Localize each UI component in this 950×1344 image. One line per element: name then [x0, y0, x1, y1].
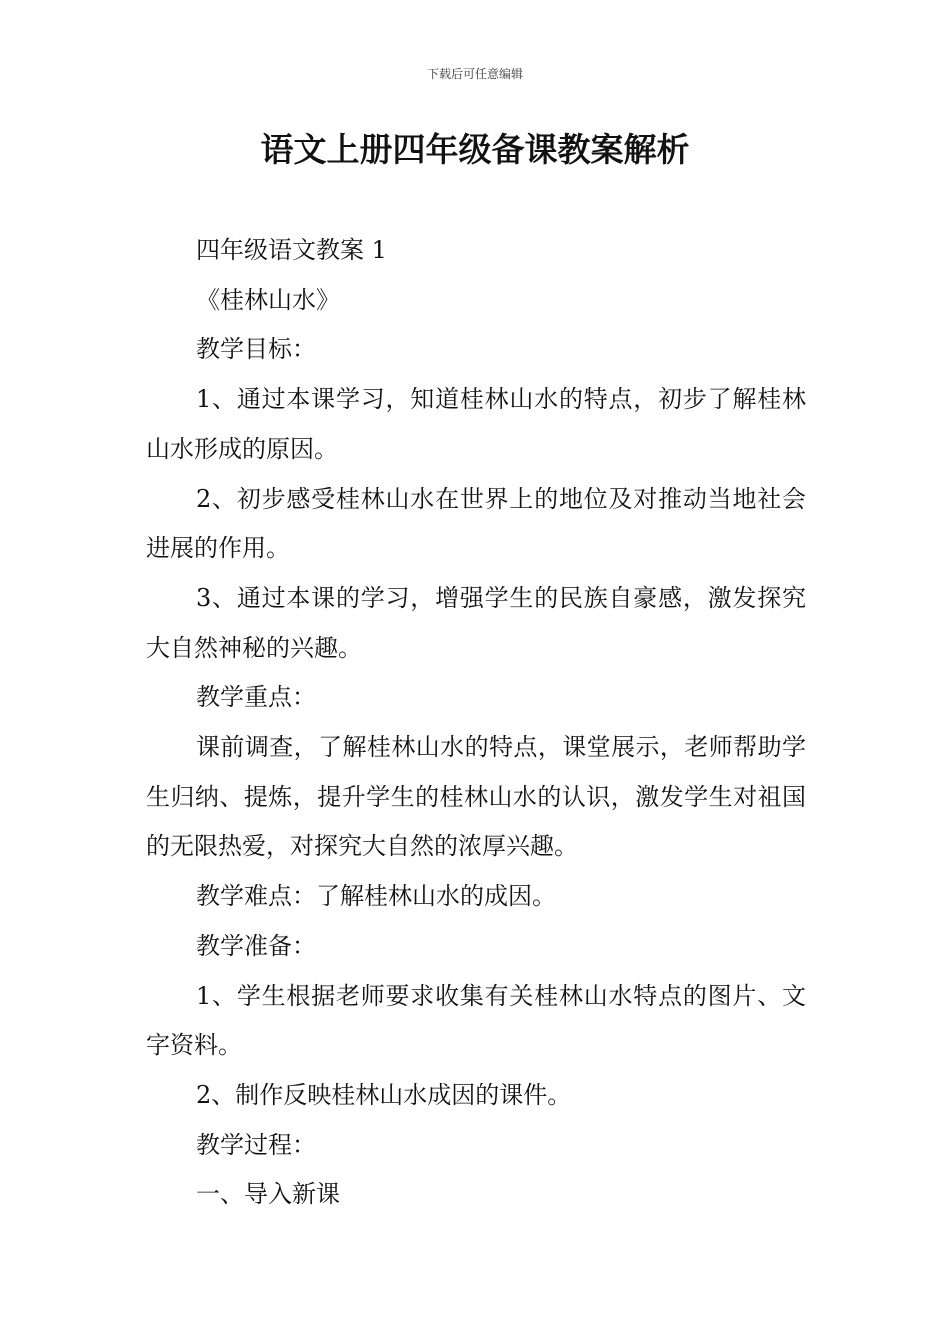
- paragraph-process-heading: 教学过程：: [196, 1130, 316, 1159]
- paragraph-objective-2: 2、初步感受桂林山水在世界上的地位及对推动当地社会进展的作用。: [146, 484, 806, 563]
- paragraph-preparation-1: 1、学生根据老师要求收集有关桂林山水特点的图片、文字资料。: [146, 981, 806, 1060]
- paragraph-preparation-2: 2、制作反映桂林山水成因的课件。: [196, 1080, 572, 1109]
- paragraph-lesson-heading: 四年级语文教案 1: [196, 236, 387, 264]
- paragraph-objective-1: 1、通过本课学习，知道桂林山水的特点，初步了解桂林山水形成的原因。: [146, 385, 806, 463]
- paragraph-lesson-title: 《桂林山水》: [196, 285, 340, 314]
- document-title: 语文上册四年级备课教案解析: [260, 130, 690, 169]
- paragraph-objective-3: 3、通过本课的学习，增强学生的民族自豪感，激发探究大自然神秘的兴趣。: [146, 583, 806, 662]
- paragraph-key-points-heading: 教学重点：: [196, 683, 316, 712]
- paragraph-difficulty: 教学难点：了解桂林山水的成因。: [196, 882, 556, 911]
- header-note: 下载后可任意编辑: [426, 67, 523, 81]
- paragraph-objectives-heading: 教学目标：: [196, 335, 316, 364]
- paragraph-preparation-heading: 教学准备：: [196, 931, 316, 960]
- paragraph-key-points: 课前调查，了解桂林山水的特点，课堂展示，老师帮助学生归纳、提炼，提升学生的桂林山水的认识，激发学生对祖国的无限热爱，对探究大自然的浓厚兴趣。: [146, 733, 806, 861]
- document-body: [146, 226, 806, 1220]
- paragraph-step-1: 一、导入新课: [196, 1180, 340, 1209]
